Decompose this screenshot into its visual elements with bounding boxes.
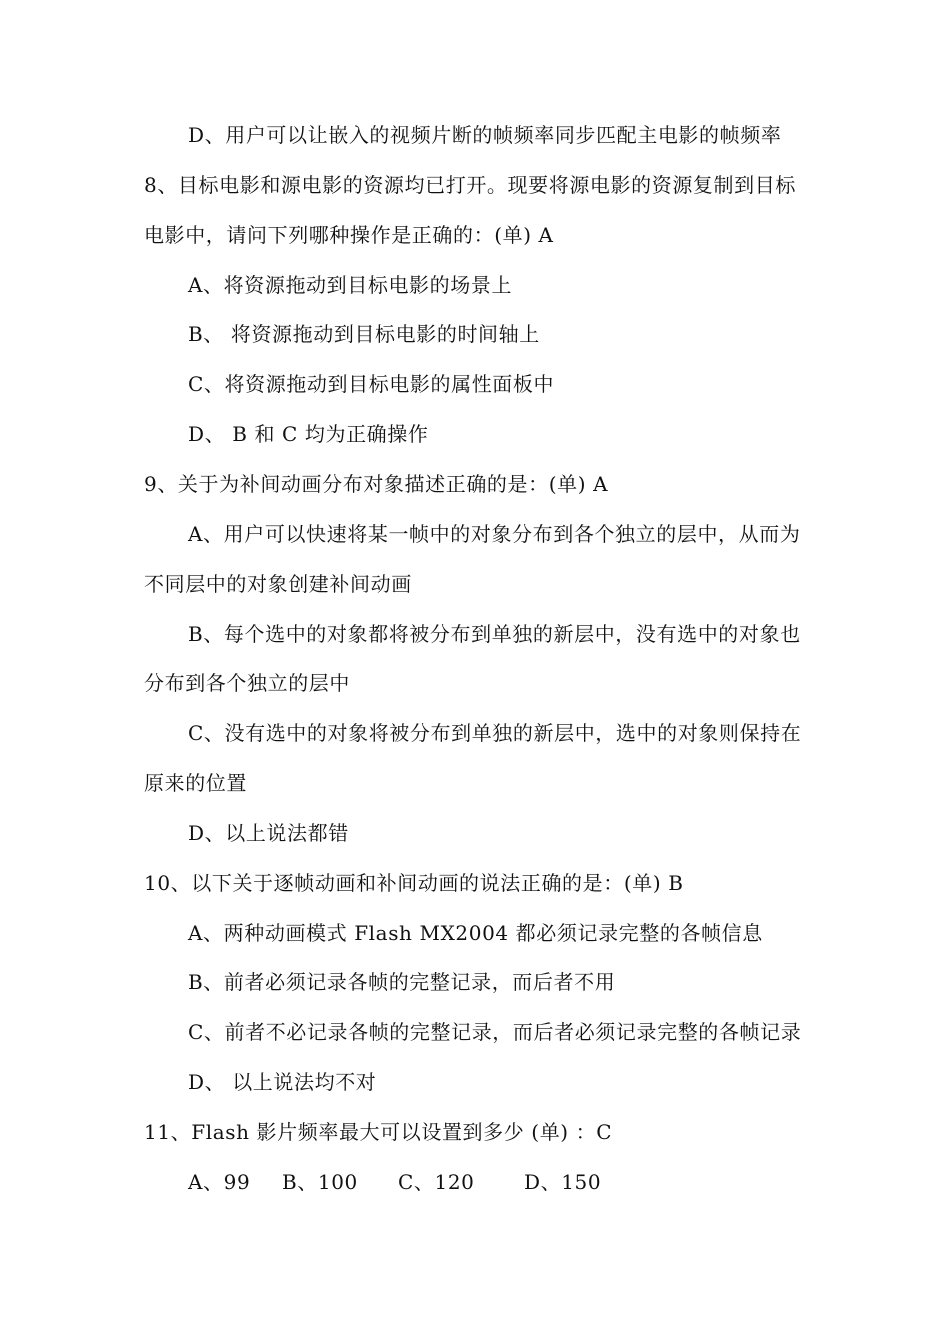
q8-question-line2: 电影中，请问下列哪种操作是正确的：(单) A xyxy=(144,223,554,247)
q10-question: 10、以下关于逐帧动画和补间动画的说法正确的是：(单) B xyxy=(144,871,684,895)
q9-option-b-line2: 分布到各个独立的层中 xyxy=(144,671,350,695)
q11-options xyxy=(188,1169,601,1195)
q7-option-d: D、用户可以让嵌入的视频片断的帧频率同步匹配主电影的帧频率 xyxy=(188,123,782,147)
q10-option-a: A、两种动画模式 Flash MX2004 都必须记录完整的各帧信息 xyxy=(188,921,763,945)
q11-option-d: D、150 xyxy=(524,1170,602,1194)
q10-option-d: D、 以上说法均不对 xyxy=(188,1070,377,1094)
q8-option-a: A、将资源拖动到目标电影的场景上 xyxy=(188,273,513,297)
q8-option-d: D、 B 和 C 均为正确操作 xyxy=(188,422,429,446)
q11-option-a: A、99 xyxy=(188,1170,251,1194)
q11-option-b: B、100 xyxy=(282,1170,358,1194)
q9-option-a-line2: 不同层中的对象创建补间动画 xyxy=(144,572,412,596)
q8-option-c: C、将资源拖动到目标电影的属性面板中 xyxy=(188,372,555,396)
q9-option-a-line1: A、用户可以快速将某一帧中的对象分布到各个独立的层中，从而为 xyxy=(188,522,801,546)
q8-option-b: B、 将资源拖动到目标电影的时间轴上 xyxy=(188,322,540,346)
q11-question: 11、Flash 影片频率最大可以设置到多少 (单) ：C xyxy=(144,1120,613,1144)
q10-option-c: C、前者不必记录各帧的完整记录，而后者必须记录完整的各帧记录 xyxy=(188,1020,802,1044)
q9-option-d: D、以上说法都错 xyxy=(188,821,349,845)
q9-option-c-line2: 原来的位置 xyxy=(144,771,247,795)
q9-option-b-line1: B、每个选中的对象都将被分布到单独的新层中，没有选中的对象也 xyxy=(188,622,801,646)
q11-option-c: C、120 xyxy=(398,1170,475,1194)
q9-question: 9、关于为补间动画分布对象描述正确的是：(单) A xyxy=(144,472,609,496)
q10-option-b: B、前者必须记录各帧的完整记录，而后者不用 xyxy=(188,970,616,994)
q9-option-c-line1: C、没有选中的对象将被分布到单独的新层中，选中的对象则保持在 xyxy=(188,721,802,745)
q8-question-line1: 8、目标电影和源电影的资源均已打开。现要将源电影的资源复制到目标 xyxy=(144,173,796,197)
